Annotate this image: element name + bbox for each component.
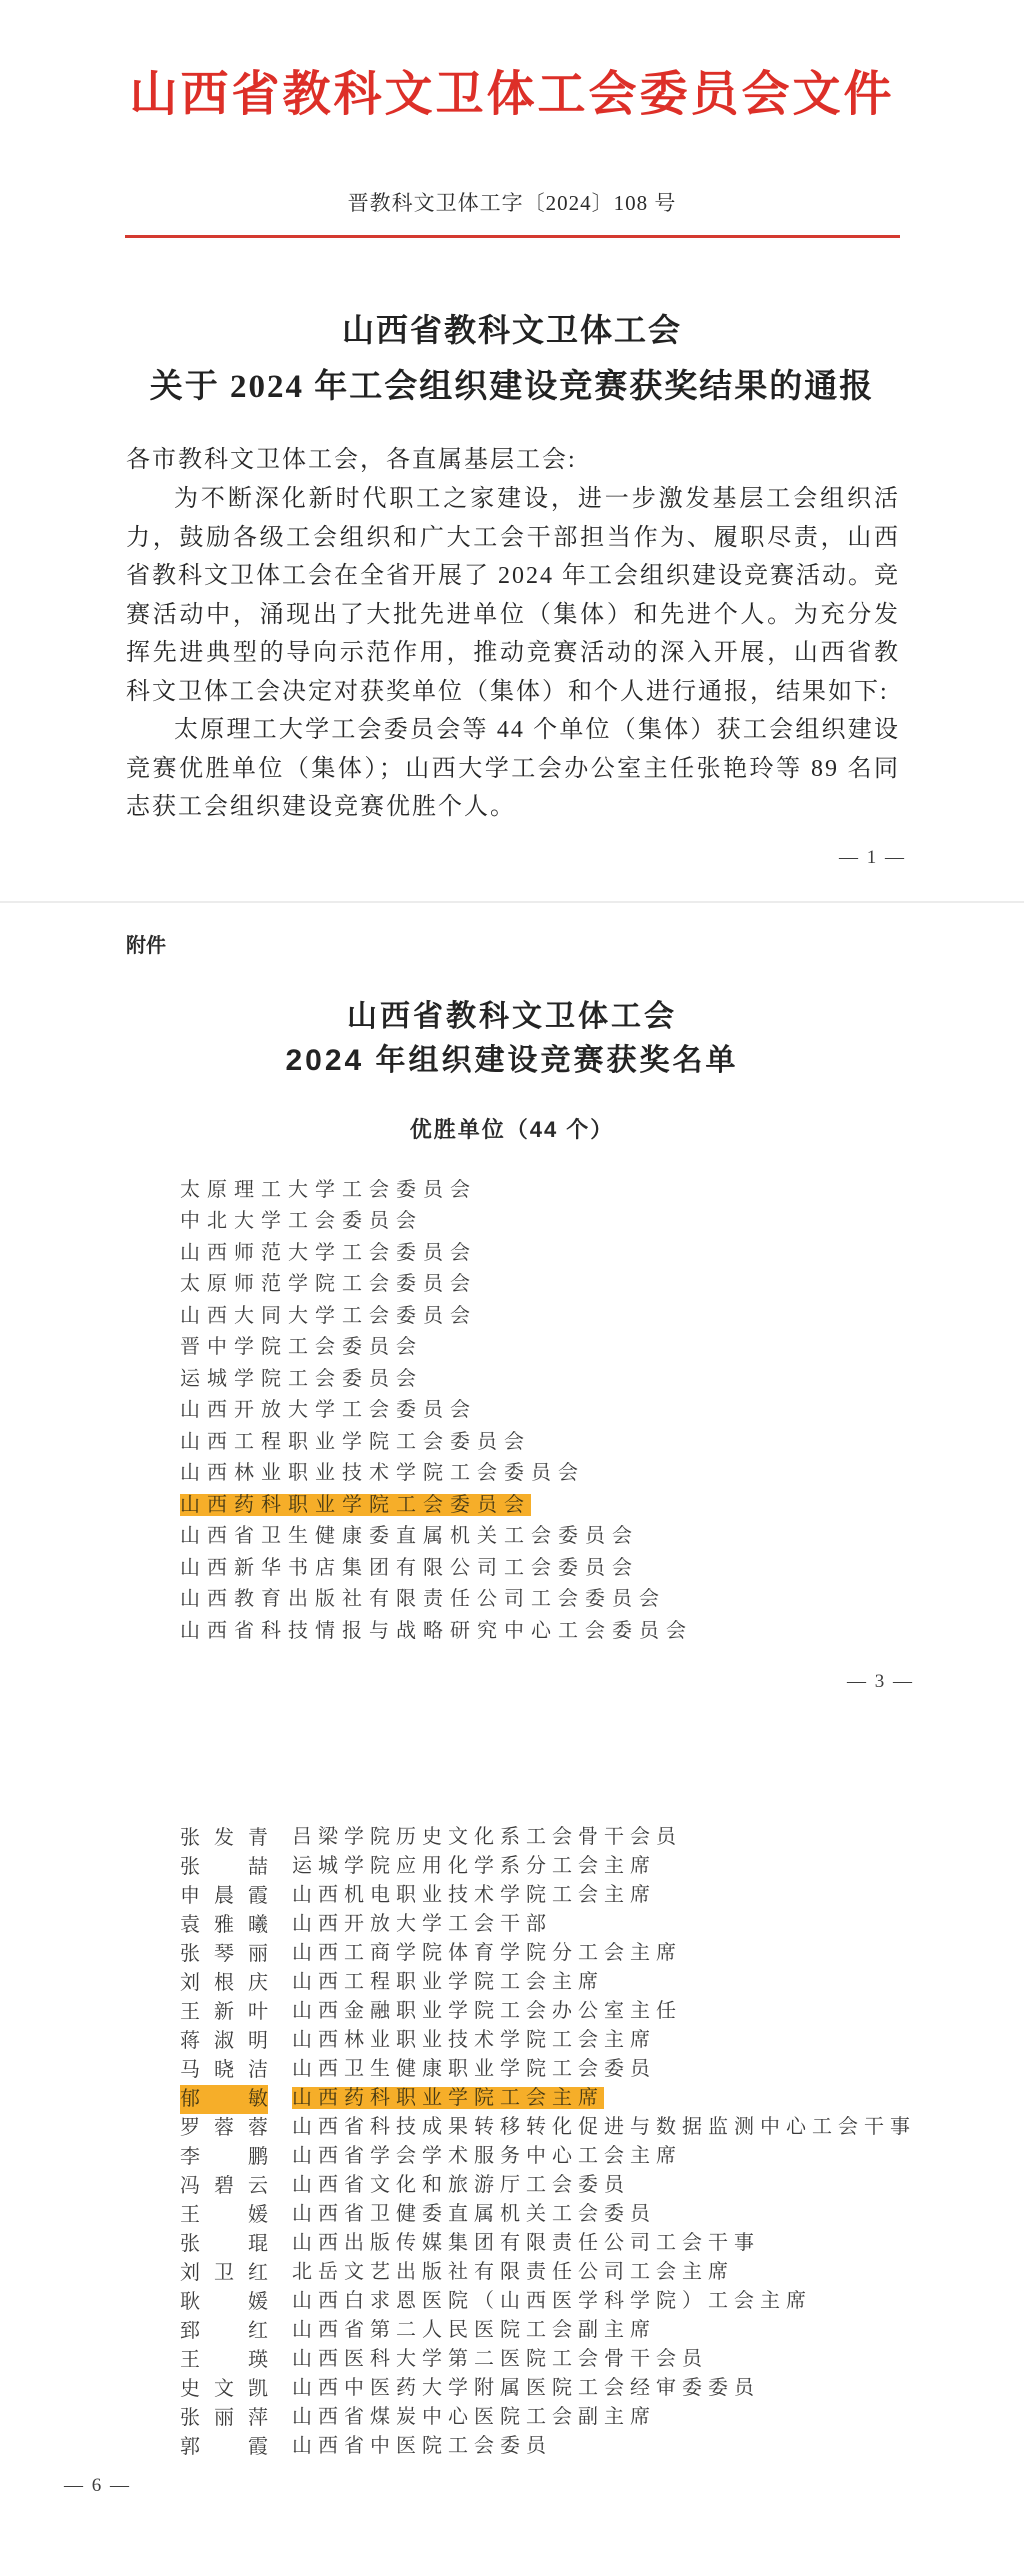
winner-row bbox=[180, 2287, 1024, 2316]
unit-row bbox=[180, 1269, 1024, 1301]
unit-name: 太原师范学院工会委员会 bbox=[180, 1273, 477, 1296]
unit-name: 晋中学院工会委员会 bbox=[180, 1336, 423, 1359]
unit-row bbox=[180, 1553, 1024, 1585]
unit-name: 山西师范大学工会委员会 bbox=[180, 1241, 477, 1264]
winner-row bbox=[180, 1881, 1024, 1910]
winner-row bbox=[180, 2084, 1024, 2113]
winner-name: 张琨 bbox=[180, 2233, 268, 2256]
winner-org: 山西省煤炭中心医院工会副主席 bbox=[292, 2406, 656, 2429]
attachment-title-line1: 山西省教科文卫体工会 bbox=[347, 999, 677, 1033]
unit-row bbox=[180, 1584, 1024, 1616]
unit-row bbox=[180, 1206, 1024, 1238]
winner-name: 李鹏 bbox=[180, 2146, 268, 2169]
winner-org: 山西省卫健委直属机关工会委员 bbox=[292, 2203, 656, 2226]
winner-row bbox=[180, 2026, 1024, 2055]
attachment-title-line2: 2024 年组织建设竞赛获奖名单 bbox=[285, 1043, 739, 1077]
unit-row bbox=[180, 1332, 1024, 1364]
winner-name: 罗蓉蓉 bbox=[180, 2117, 268, 2140]
winner-org: 山西医科大学第二医院工会骨干会员 bbox=[292, 2348, 708, 2371]
unit-name: 太原理工大学工会委员会 bbox=[180, 1178, 477, 1201]
unit-row bbox=[180, 1238, 1024, 1270]
paragraph: 为不断深化新时代职工之家建设，进一步激发基层工会组织活力，鼓励各级工会组织和广大工会干部担当作为、履职尽责，山西省教科文卫体工会在全省开展了 2024 年工会组织建设竞赛活动。竞赛活动中，涌现出了大批先进单位（集体）和先进个人。为充分发挥先进典型的导向示范作用，推动竞赛活动的深入开展，山西省教科文卫体工会决定对获奖单位（集体）和个人进行通报，结果如下: bbox=[126, 486, 900, 705]
unit-row bbox=[180, 1395, 1024, 1427]
notice-title-line2: 关于 2024 年工会组织建设竞赛获奖结果的通报 bbox=[149, 369, 875, 406]
winner-row bbox=[180, 1939, 1024, 1968]
winner-name: 蒋淑明 bbox=[180, 2030, 268, 2053]
page-separator bbox=[0, 901, 1024, 903]
winners-page bbox=[0, 1823, 1024, 2499]
unit-name: 中北大学工会委员会 bbox=[180, 1210, 423, 1233]
winner-name: 张琴丽 bbox=[180, 1943, 268, 1966]
winner-name: 王新叶 bbox=[180, 2001, 268, 2024]
winner-org: 山西药科职业学院工会主席 bbox=[292, 2087, 604, 2110]
winner-row bbox=[180, 1823, 1024, 1852]
winning-units-heading: 优胜单位（44 个） bbox=[409, 1116, 615, 1142]
winner-name: 张喆 bbox=[180, 1856, 268, 1879]
letterhead-divider bbox=[125, 235, 900, 238]
winner-row bbox=[180, 2142, 1024, 2171]
salutation: 各市教科文卫体工会，各直属基层工会: bbox=[126, 447, 577, 474]
paragraph: 太原理工大学工会委员会等 44 个单位（集体）获工会组织建设竞赛优胜单位（集体）；山西大学工会办公室主任张艳玲等 89 名同志获工会组织建设竞赛优胜个人。 bbox=[126, 717, 900, 821]
winner-row bbox=[180, 2229, 1024, 2258]
unit-row bbox=[180, 1616, 1024, 1648]
winner-org: 运城学院应用化学系分工会主席 bbox=[292, 1855, 656, 1878]
page-number-3: — 3 — bbox=[847, 1671, 914, 1693]
unit-name: 山西省科技情报与战略研究中心工会委员会 bbox=[180, 1619, 693, 1642]
unit-name: 山西开放大学工会委员会 bbox=[180, 1399, 477, 1422]
winner-org: 山西省中医院工会委员 bbox=[292, 2435, 552, 2458]
unit-name: 山西教育出版社有限责任公司工会委员会 bbox=[180, 1588, 666, 1611]
unit-row bbox=[180, 1301, 1024, 1333]
winner-row bbox=[180, 1968, 1024, 1997]
winner-org: 山西林业职业技术学院工会主席 bbox=[292, 2029, 656, 2052]
notice-paragraphs bbox=[126, 480, 900, 827]
unit-row bbox=[180, 1521, 1024, 1553]
winner-org: 山西开放大学工会干部 bbox=[292, 1913, 552, 1936]
winner-row bbox=[180, 2055, 1024, 2084]
notice-body bbox=[0, 440, 1024, 827]
unit-row bbox=[180, 1490, 1024, 1522]
notice-title bbox=[0, 308, 1024, 410]
winner-org: 山西省科技成果转移转化促进与数据监测中心工会干事 bbox=[292, 2116, 916, 2139]
winner-row bbox=[180, 2374, 1024, 2403]
winner-row bbox=[180, 2171, 1024, 2200]
winner-name: 史文凯 bbox=[180, 2378, 268, 2401]
winner-name: 马晓洁 bbox=[180, 2059, 268, 2082]
winner-name: 张发青 bbox=[180, 1827, 268, 1850]
winner-org: 山西工商学院体育学院分工会主席 bbox=[292, 1942, 682, 1965]
winner-org: 山西金融职业学院工会办公室主任 bbox=[292, 2000, 682, 2023]
unit-name: 山西药科职业学院工会委员会 bbox=[180, 1493, 531, 1516]
winner-row bbox=[180, 2345, 1024, 2374]
winner-name: 刘卫红 bbox=[180, 2262, 268, 2285]
notice-title-line1: 山西省教科文卫体工会 bbox=[341, 312, 682, 349]
winner-name: 郅红 bbox=[180, 2320, 268, 2343]
letterhead-title: 山西省教科文卫体工会委员会文件 bbox=[129, 68, 895, 121]
winner-org: 山西省学会学术服务中心工会主席 bbox=[292, 2145, 682, 2168]
winner-org: 北岳文艺出版社有限责任公司工会主席 bbox=[292, 2261, 734, 2284]
page-number-6: — 6 — bbox=[64, 2475, 131, 2497]
winners-list bbox=[0, 1823, 1024, 2461]
winner-row bbox=[180, 2432, 1024, 2461]
winner-org: 山西工程职业学院工会主席 bbox=[292, 1971, 604, 1994]
unit-row bbox=[180, 1427, 1024, 1459]
winning-units-list bbox=[0, 1175, 1024, 1648]
winner-org: 山西出版传媒集团有限责任公司工会干事 bbox=[292, 2232, 760, 2255]
attachment-label: 附件 bbox=[126, 934, 166, 957]
winner-name: 耿媛 bbox=[180, 2291, 268, 2314]
unit-name: 山西林业职业技术学院工会委员会 bbox=[180, 1462, 585, 1485]
unit-name: 山西大同大学工会委员会 bbox=[180, 1304, 477, 1327]
winner-name: 王媛 bbox=[180, 2204, 268, 2227]
winner-row bbox=[180, 2316, 1024, 2345]
winner-name: 张丽萍 bbox=[180, 2407, 268, 2430]
winner-org: 山西省第二人民医院工会副主席 bbox=[292, 2319, 656, 2342]
winner-org: 山西卫生健康职业学院工会委员 bbox=[292, 2058, 656, 2081]
winner-name: 刘根庆 bbox=[180, 1972, 268, 1995]
winner-row bbox=[180, 1997, 1024, 2026]
attachment-title bbox=[0, 997, 1024, 1081]
winner-name: 郁敏 bbox=[180, 2085, 268, 2114]
unit-row bbox=[180, 1364, 1024, 1396]
unit-name: 山西新华书店集团有限公司工会委员会 bbox=[180, 1556, 639, 1579]
unit-name: 山西工程职业学院工会委员会 bbox=[180, 1430, 531, 1453]
winner-row bbox=[180, 2258, 1024, 2287]
winner-row bbox=[180, 1852, 1024, 1881]
winner-org: 山西白求恩医院（山西医学科学院）工会主席 bbox=[292, 2290, 812, 2313]
winner-org: 山西中医药大学附属医院工会经审委委员 bbox=[292, 2377, 760, 2400]
document-number: 晋教科文卫体工字〔2024〕108 号 bbox=[347, 191, 677, 216]
winner-org: 山西机电职业技术学院工会主席 bbox=[292, 1884, 656, 1907]
winner-org: 山西省文化和旅游厅工会委员 bbox=[292, 2174, 630, 2197]
winner-name: 申晨霞 bbox=[180, 1885, 268, 1908]
attachment-page bbox=[0, 933, 1024, 1696]
winner-name: 袁雅曦 bbox=[180, 1914, 268, 1937]
winner-row bbox=[180, 1910, 1024, 1939]
page-number-1: — 1 — bbox=[839, 846, 906, 868]
winner-org: 吕梁学院历史文化系工会骨干会员 bbox=[292, 1826, 682, 1849]
winner-row bbox=[180, 2403, 1024, 2432]
winner-row bbox=[180, 2200, 1024, 2229]
winner-name: 郭霞 bbox=[180, 2436, 268, 2459]
unit-row bbox=[180, 1175, 1024, 1207]
unit-name: 运城学院工会委员会 bbox=[180, 1367, 423, 1390]
unit-name: 山西省卫生健康委直属机关工会委员会 bbox=[180, 1525, 639, 1548]
winner-row bbox=[180, 2113, 1024, 2142]
notice-page bbox=[0, 0, 1024, 871]
unit-row bbox=[180, 1458, 1024, 1490]
winner-name: 冯碧云 bbox=[180, 2175, 268, 2198]
winner-name: 王瑛 bbox=[180, 2349, 268, 2372]
